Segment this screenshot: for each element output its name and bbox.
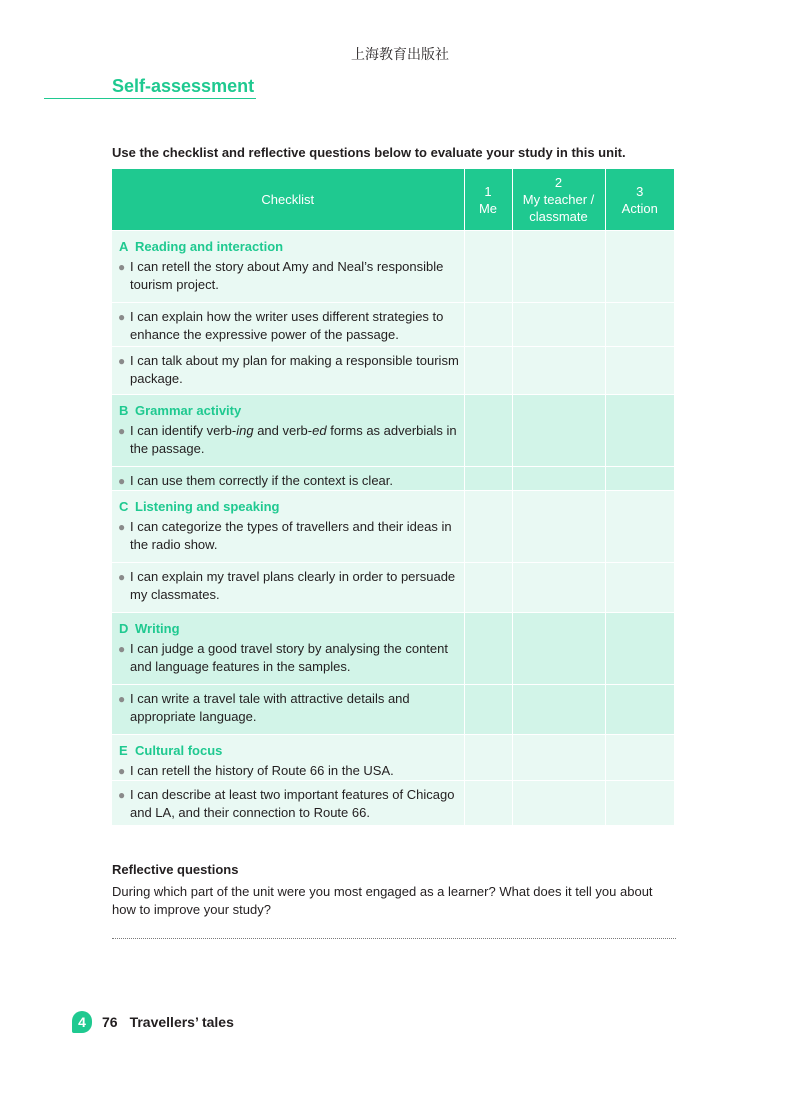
item-text-part: I can retell the story about Amy and Neal’s responsible tourism project. <box>130 259 444 292</box>
section-letter: E <box>119 743 128 758</box>
checklist-item-text <box>130 518 460 554</box>
checklist-cell <box>112 491 464 563</box>
checklist-item-text <box>130 762 460 780</box>
footer <box>72 1010 234 1034</box>
item-text-part: I can retell the history of Route 66 in the USA. <box>130 763 394 778</box>
section-letter: B <box>119 403 129 418</box>
checklist-item-text <box>130 352 460 388</box>
bullet-icon: ● <box>118 354 126 368</box>
rating-cell-action[interactable] <box>605 781 674 825</box>
table-row <box>112 347 674 395</box>
checklist-item-text <box>130 786 460 822</box>
rating-cell-teacher[interactable] <box>512 781 605 825</box>
checklist-cell <box>112 735 464 781</box>
item-text-part: I can explain how the writer uses different strategies to enhance the expressive power of the passage. <box>130 309 444 342</box>
checklist-item <box>112 638 464 676</box>
rating-cell-teacher[interactable] <box>512 231 605 303</box>
header-action-label: Action <box>621 200 658 216</box>
rating-cell-teacher[interactable] <box>512 467 605 491</box>
bullet-icon: ● <box>118 474 126 488</box>
section-title: Writing <box>135 621 180 636</box>
rating-cell-me[interactable] <box>464 563 512 613</box>
rating-cell-me[interactable] <box>464 613 512 685</box>
checklist-cell <box>112 563 464 613</box>
checklist-item-text <box>130 568 460 604</box>
section-letter: C <box>119 499 129 514</box>
rating-cell-teacher[interactable] <box>512 491 605 563</box>
unit-title: Travellers’ tales <box>129 1014 234 1030</box>
table-row <box>112 231 674 303</box>
item-text-italic: ing <box>236 423 254 438</box>
header-me <box>464 169 512 231</box>
header-teacher-number: 2 <box>554 175 563 190</box>
rating-cell-teacher[interactable] <box>512 347 605 395</box>
rating-cell-me[interactable] <box>464 781 512 825</box>
header-checklist <box>112 169 464 231</box>
rating-cell-teacher[interactable] <box>512 563 605 613</box>
rating-cell-me[interactable] <box>464 347 512 395</box>
checklist-cell <box>112 231 464 303</box>
rating-cell-action[interactable] <box>605 685 674 735</box>
bullet-icon: ● <box>118 260 126 274</box>
bullet-icon: ● <box>118 570 126 584</box>
bullet-icon: ● <box>118 424 126 438</box>
rating-cell-action[interactable] <box>605 613 674 685</box>
rating-cell-teacher[interactable] <box>512 685 605 735</box>
rating-cell-me[interactable] <box>464 303 512 347</box>
header-me-label: Me <box>478 200 498 216</box>
section-letter: D <box>119 621 129 636</box>
rating-cell-teacher[interactable] <box>512 613 605 685</box>
publisher-header: 上海教育出版社 <box>351 47 449 63</box>
item-text-part: I can write a travel tale with attractive details and appropriate language. <box>130 691 410 724</box>
checklist-item <box>112 760 464 780</box>
table-row <box>112 467 674 491</box>
header-teacher <box>512 169 605 231</box>
checklist-item <box>112 516 464 554</box>
section-heading <box>112 735 464 760</box>
section-title: Cultural focus <box>135 743 223 758</box>
unit-badge <box>72 1011 92 1033</box>
checklist-item <box>112 420 464 458</box>
reflective-question: During which part of the unit were you most engaged as a learner? What does it tell you about how to improve your study? <box>112 884 653 917</box>
rating-cell-teacher[interactable] <box>512 735 605 781</box>
page-title: Self-assessment <box>112 76 255 96</box>
section-title: Reading and interaction <box>135 239 284 254</box>
item-text-part: forms as adverbials in the passage. <box>130 423 457 456</box>
section-heading <box>112 613 464 638</box>
checklist-cell <box>112 395 464 467</box>
checklist-cell <box>112 781 464 825</box>
table-row <box>112 491 674 563</box>
checklist-item-text <box>130 472 460 490</box>
rating-cell-me[interactable] <box>464 685 512 735</box>
header-action <box>605 169 674 231</box>
rating-cell-me[interactable] <box>464 491 512 563</box>
item-text-italic: ed <box>312 423 327 438</box>
item-text-part: I can categorize the types of travellers and their ideas in the radio show. <box>130 519 452 552</box>
rating-cell-me[interactable] <box>464 395 512 467</box>
checklist-item-text <box>130 308 460 344</box>
table-row <box>112 685 674 735</box>
checklist-item <box>112 303 464 344</box>
bullet-icon: ● <box>118 788 126 802</box>
checklist-item-text <box>130 690 460 726</box>
section-title: Grammar activity <box>135 403 242 418</box>
item-text-part: and verb- <box>253 423 313 438</box>
checklist-item <box>112 685 464 726</box>
item-text-part: I can describe at least two important features of Chicago and LA, and their connection to Route 66. <box>130 787 455 820</box>
bullet-icon: ● <box>118 520 126 534</box>
bullet-icon: ● <box>118 692 126 706</box>
checklist-item <box>112 347 464 388</box>
rating-cell-teacher[interactable] <box>512 395 605 467</box>
table-row <box>112 735 674 781</box>
rating-cell-action[interactable] <box>605 347 674 395</box>
item-text-part: I can talk about my plan for making a responsible tourism package. <box>130 353 459 386</box>
page-number: 76 <box>102 1014 118 1030</box>
checklist-item <box>112 781 464 822</box>
bullet-icon: ● <box>118 310 126 324</box>
table-row <box>112 303 674 347</box>
section-heading <box>112 231 464 256</box>
item-text-part: I can identify verb- <box>130 423 237 438</box>
header-me-number: 1 <box>484 183 492 199</box>
bullet-icon: ● <box>118 764 126 778</box>
checklist-item-text <box>130 640 460 676</box>
checklist-table <box>112 169 675 825</box>
rating-cell-teacher[interactable] <box>512 303 605 347</box>
section-heading <box>112 491 464 516</box>
checklist-item-text <box>130 258 460 294</box>
checklist-cell <box>112 467 464 491</box>
table-row <box>112 613 674 685</box>
rating-cell-action[interactable] <box>605 563 674 613</box>
checklist-cell <box>112 303 464 347</box>
rating-cell-action[interactable] <box>605 467 674 491</box>
section-title: Listening and speaking <box>135 499 280 514</box>
bullet-icon: ● <box>118 642 126 656</box>
rating-cell-action[interactable] <box>605 303 674 347</box>
item-text-part: I can use them correctly if the context is clear. <box>130 473 394 488</box>
instruction-text: Use the checklist and reflective questions below to evaluate your study in this unit. <box>112 145 626 160</box>
checklist-item <box>112 563 464 604</box>
rating-cell-me[interactable] <box>464 467 512 491</box>
checklist-item <box>112 467 464 490</box>
item-text-part: I can explain my travel plans clearly in order to persuade my classmates. <box>130 569 456 602</box>
checklist-cell <box>112 685 464 735</box>
rating-cell-action[interactable] <box>605 395 674 467</box>
checklist-item <box>112 256 464 294</box>
checklist-cell <box>112 347 464 395</box>
answer-line <box>112 938 676 939</box>
table-row <box>112 781 674 825</box>
checklist-cell <box>112 613 464 685</box>
unit-number: 4 <box>78 1014 86 1030</box>
section-letter: A <box>119 239 129 254</box>
section-heading <box>112 395 464 420</box>
title-underline <box>44 76 256 99</box>
item-text-part: I can judge a good travel story by analysing the content and language features in the samples. <box>130 641 448 674</box>
table-row <box>112 563 674 613</box>
header-checklist-label: Checklist <box>261 192 315 207</box>
rating-cell-me[interactable] <box>464 231 512 303</box>
checklist-body <box>112 231 674 825</box>
checklist-item-text <box>130 422 460 458</box>
rating-cell-action[interactable] <box>605 231 674 303</box>
rating-cell-action[interactable] <box>605 491 674 563</box>
table-row <box>112 395 674 467</box>
rating-cell-me[interactable] <box>464 735 512 781</box>
header-teacher-label: My teacher / classmate <box>522 192 595 224</box>
header-action-number: 3 <box>636 183 644 199</box>
table-header-row <box>112 169 674 231</box>
rating-cell-action[interactable] <box>605 735 674 781</box>
reflective-title: Reflective questions <box>112 862 239 877</box>
